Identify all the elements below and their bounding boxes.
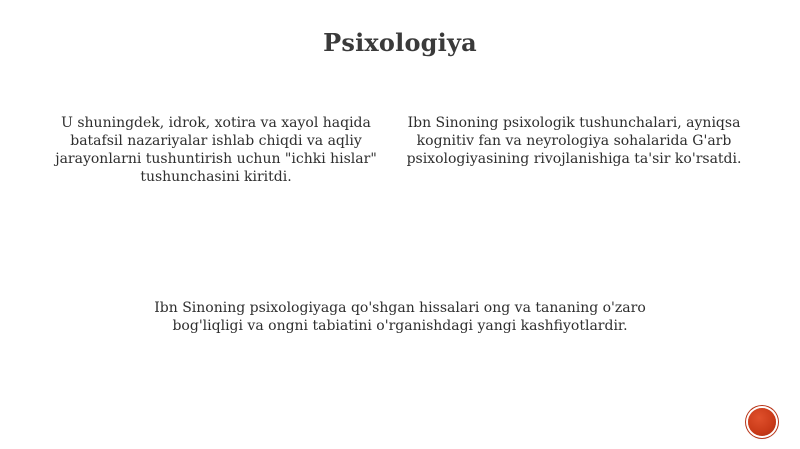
right-text-block: Ibn Sinoning psixologik tushunchalari, ayniqsa kognitiv fan va neyrologiya sohalarida G'arb psixologiyasining rivojlanishiga ta'sir ko'rsatdi. xyxy=(406,115,742,167)
circle-nav-icon[interactable] xyxy=(748,408,776,436)
slide-title: Psixologiya xyxy=(323,28,477,57)
bottom-text-block: Ibn Sinoning psixologiyaga qo'shgan hissalari ong va tananing o'zaro bog'liqligi va ongni tabiatini o'rganishdagi yangi kashfiyotlardir. xyxy=(154,300,646,334)
left-text-block: U shuningdek, idrok, xotira va xayol haqida batafsil nazariyalar ishlab chiqdi va aqliy jarayonlarni tushuntirish uchun "ichki hislar" tushunchasini kiritdi. xyxy=(55,115,377,185)
